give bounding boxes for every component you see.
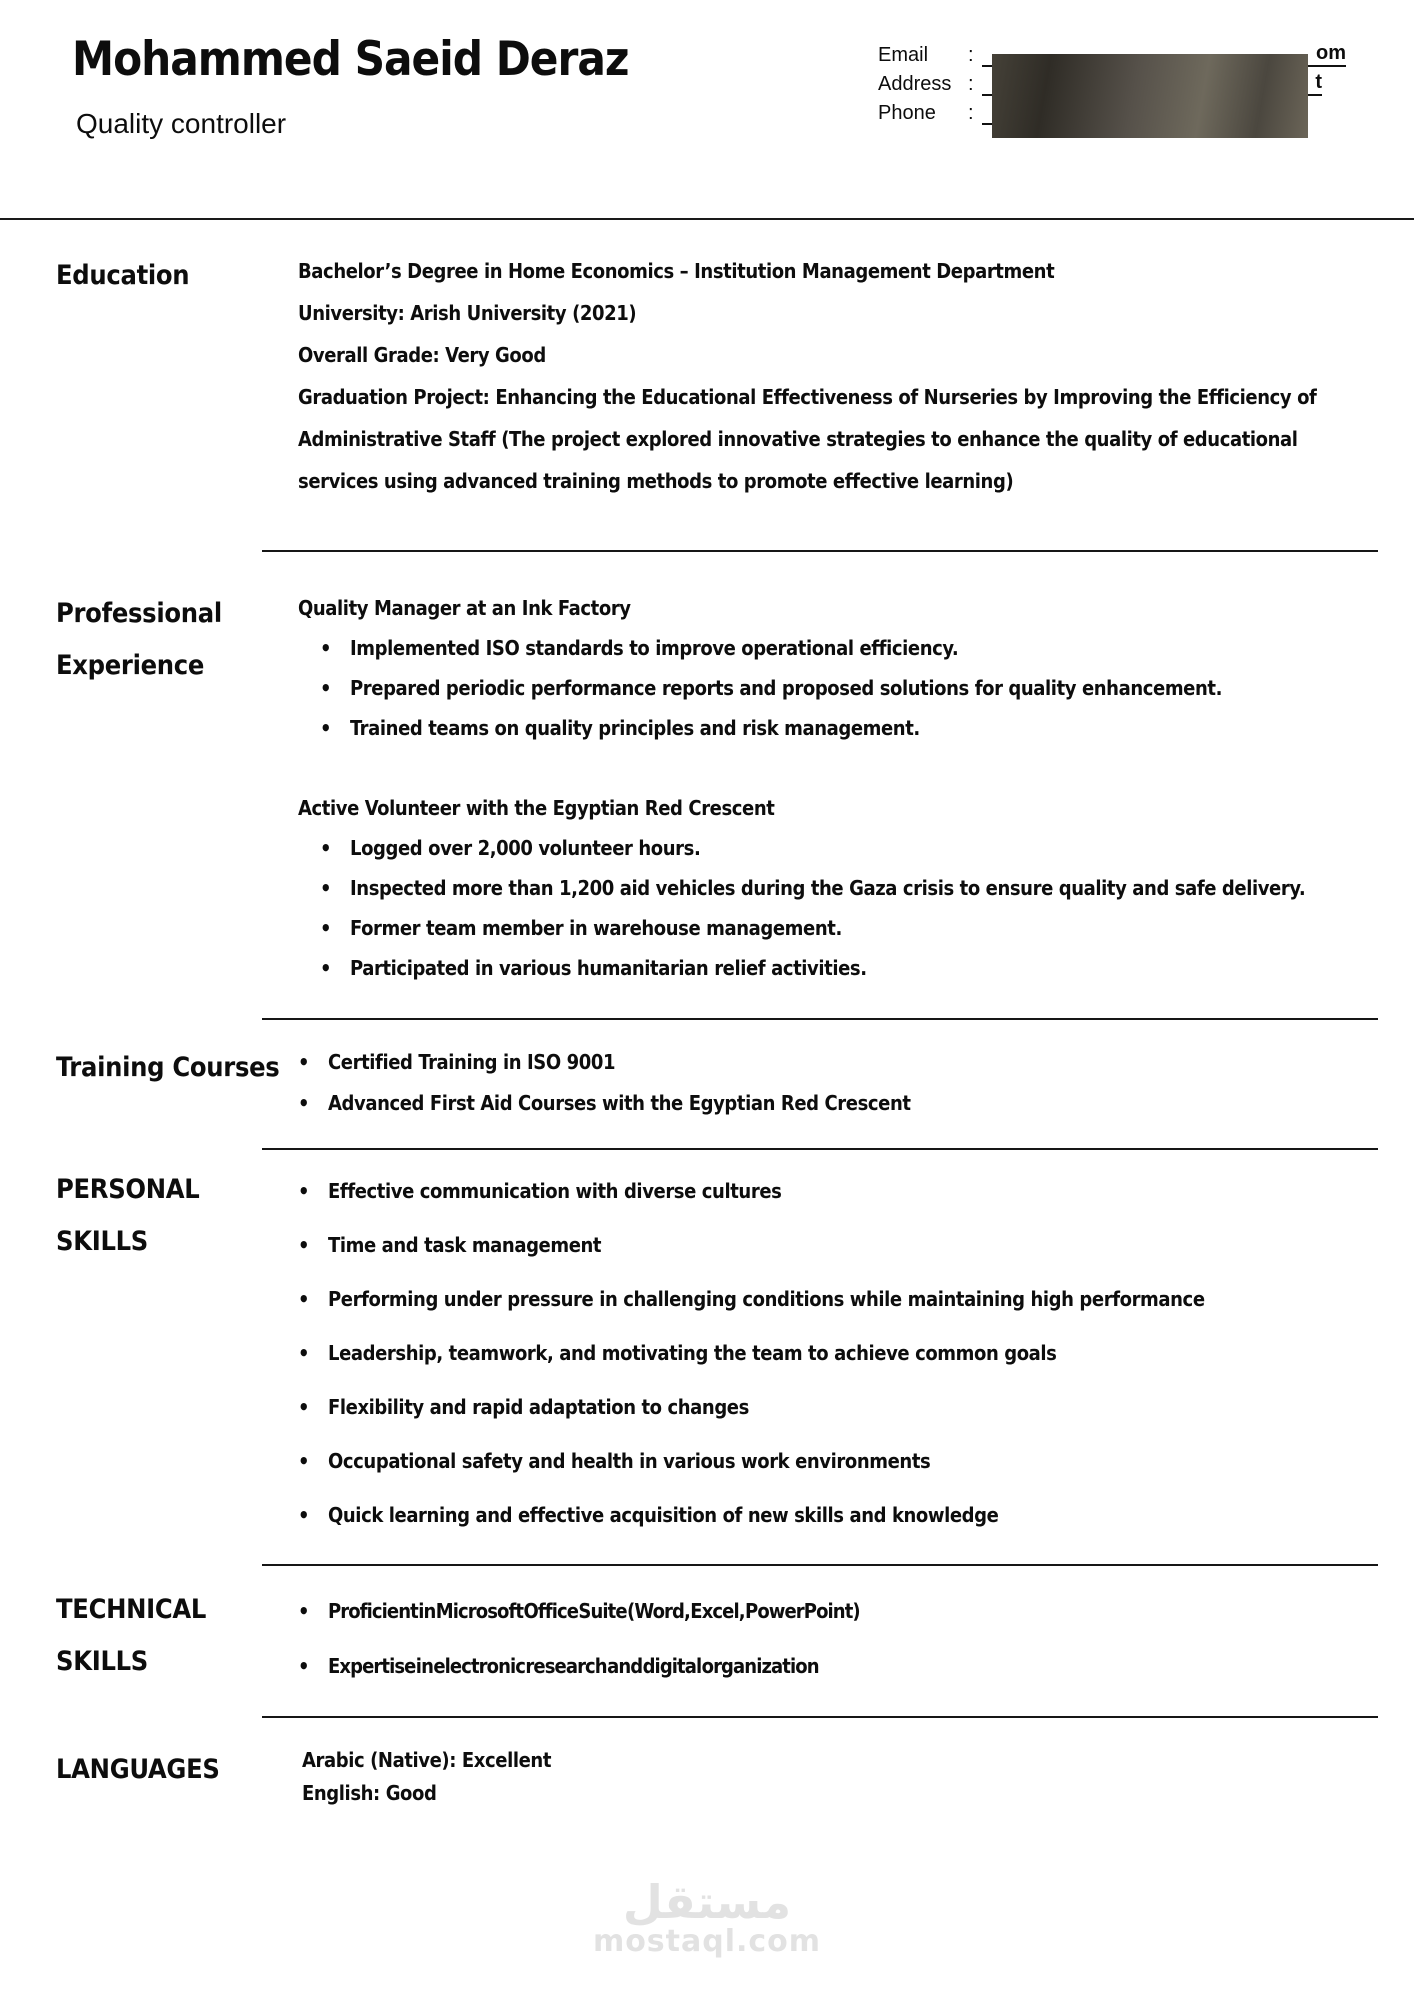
technical-skills-heading: TECHNICAL SKILLS (56, 1594, 207, 1677)
resume-header (0, 0, 1414, 220)
technical-skill-2: Expertise in electronic research and digital organization (328, 1654, 819, 1678)
list-item (298, 1272, 1378, 1326)
email-colon: : (968, 44, 974, 66)
bullet-dot: • (298, 1091, 310, 1115)
list-item (298, 1488, 1378, 1542)
training-heading: Training Courses (56, 1052, 280, 1083)
phone-label: Phone (878, 102, 936, 124)
mostaql-watermark (0, 1875, 1414, 1959)
resume-body (0, 220, 1414, 1810)
section-education (50, 220, 1378, 550)
address-label: Address (878, 73, 952, 95)
list-item (320, 628, 1378, 668)
list-item (298, 1218, 1378, 1272)
education-content (298, 250, 1378, 502)
bullet-dot: • (320, 916, 332, 940)
list-item (298, 1584, 1378, 1639)
email-value-redacted: om (982, 42, 1346, 67)
list-item (298, 1164, 1378, 1218)
section-technical-skills (50, 1566, 1378, 1716)
bullet-dot: • (298, 1179, 310, 1203)
bullet-dot: • (298, 1287, 310, 1311)
bullet-dot: • (320, 836, 332, 860)
education-degree-line: Bachelor’s Degree in Home Economics – Institution Management Department (298, 259, 1055, 283)
address-value-redacted: t (982, 71, 1322, 96)
languages-heading: LANGUAGES (56, 1754, 220, 1785)
job-1-title: Quality Manager at an Ink Factory (298, 596, 631, 620)
mostaql-domain-text: mostaql.com (592, 1924, 822, 1959)
training-bullet-list (298, 1042, 1378, 1124)
education-grade-line: Overall Grade: Very Good (298, 343, 546, 367)
job-2-bullet-3: Former team member in warehouse management. (350, 916, 842, 940)
bullet-dot: • (298, 1395, 310, 1419)
privacy-redaction-box (992, 54, 1308, 138)
bullet-dot: • (320, 676, 332, 700)
bullet-dot: • (298, 1599, 310, 1623)
bullet-dot: • (320, 876, 332, 900)
personal-skill-1: Effective communication with diverse cultures (328, 1179, 782, 1203)
bullet-dot: • (298, 1503, 310, 1527)
bullet-dot: • (298, 1050, 310, 1074)
job-title: Quality controller (76, 108, 287, 139)
personal-skills-bullet-list (298, 1164, 1378, 1542)
list-item (320, 708, 1378, 748)
personal-skills-content (298, 1164, 1378, 1542)
job-1-bullet-2: Prepared periodic performance reports and proposed solutions for quality enhancement. (350, 676, 1223, 700)
education-university-line: University: Arish University (2021) (298, 301, 637, 325)
list-item (320, 948, 1378, 988)
personal-skill-3: Performing under pressure in challenging conditions while maintaining high performance (328, 1287, 1205, 1311)
language-english-line: English: Good (302, 1781, 437, 1805)
job-2-bullet-1: Logged over 2,000 volunteer hours. (350, 836, 701, 860)
list-item (298, 1380, 1378, 1434)
bullet-dot: • (298, 1654, 310, 1678)
list-item (298, 1434, 1378, 1488)
bullet-dot: • (320, 636, 332, 660)
experience-job-1 (298, 588, 1378, 748)
technical-skills-bullet-list (298, 1584, 1378, 1694)
mostaql-arabic-logo: مستقل (622, 1875, 792, 1929)
training-bullet-1: Certified Training in ISO 9001 (328, 1050, 616, 1074)
personal-skill-5: Flexibility and rapid adaptation to changes (328, 1395, 749, 1419)
contact-block (878, 38, 1358, 125)
phone-colon: : (968, 102, 974, 124)
job-2-bullet-2: Inspected more than 1,200 aid vehicles during the Gaza crisis to ensure quality and safe delivery. (350, 876, 1306, 900)
job-2-title: Active Volunteer with the Egyptian Red Crescent (298, 796, 775, 820)
experience-job-2 (298, 788, 1378, 988)
section-training (50, 1020, 1378, 1148)
person-name: Mohammed Saeid Deraz (72, 32, 629, 87)
job-2-bullet-4: Participated in various humanitarian relief activities. (350, 956, 867, 980)
list-item (298, 1639, 1378, 1694)
bullet-dot: • (298, 1233, 310, 1257)
personal-skill-7: Quick learning and effective acquisition of new skills and knowledge (328, 1503, 999, 1527)
job-1-bullet-list (320, 628, 1378, 748)
address-colon: : (968, 73, 974, 95)
training-bullet-2: Advanced First Aid Courses with the Egyptian Red Crescent (328, 1091, 911, 1115)
bullet-dot: • (298, 1341, 310, 1365)
experience-content (298, 588, 1378, 988)
list-item (298, 1042, 1378, 1083)
section-experience (50, 552, 1378, 1018)
education-heading: Education (56, 260, 190, 291)
technical-skills-content (298, 1584, 1378, 1694)
section-languages (50, 1718, 1378, 1810)
languages-content (298, 1744, 1378, 1810)
list-item (298, 1083, 1378, 1124)
section-personal-skills (50, 1150, 1378, 1564)
list-item (320, 828, 1378, 868)
list-item (320, 868, 1378, 908)
bullet-dot: • (320, 956, 332, 980)
personal-skills-heading: PERSONAL SKILLS (56, 1174, 200, 1257)
job-2-bullet-list (320, 828, 1378, 988)
personal-skill-6: Occupational safety and health in various work environments (328, 1449, 931, 1473)
training-content (298, 1042, 1378, 1124)
list-item (320, 908, 1378, 948)
list-item (320, 668, 1378, 708)
technical-skill-1: Proficient in Microsoft Office Suite (Word, Excel, PowerPoint) (328, 1599, 860, 1623)
list-item (298, 1326, 1378, 1380)
job-1-bullet-1: Implemented ISO standards to improve operational efficiency. (350, 636, 959, 660)
job-1-bullet-3: Trained teams on quality principles and risk management. (350, 716, 920, 740)
experience-heading: Professional Experience (56, 598, 222, 681)
personal-skill-2: Time and task management (328, 1233, 602, 1257)
email-label: Email (878, 44, 929, 66)
bullet-dot: • (298, 1449, 310, 1473)
language-arabic-line: Arabic (Native): Excellent (302, 1748, 552, 1772)
personal-skill-4: Leadership, teamwork, and motivating the team to achieve common goals (328, 1341, 1057, 1365)
education-project-line: Graduation Project: Enhancing the Educational Effectiveness of Nurseries by Improving the Efficiency of Administrative Staff (The project explored innovative strategies to enhance the quality of educational services using advanced training methods to promote effective learning) (298, 385, 1317, 493)
bullet-dot: • (320, 716, 332, 740)
